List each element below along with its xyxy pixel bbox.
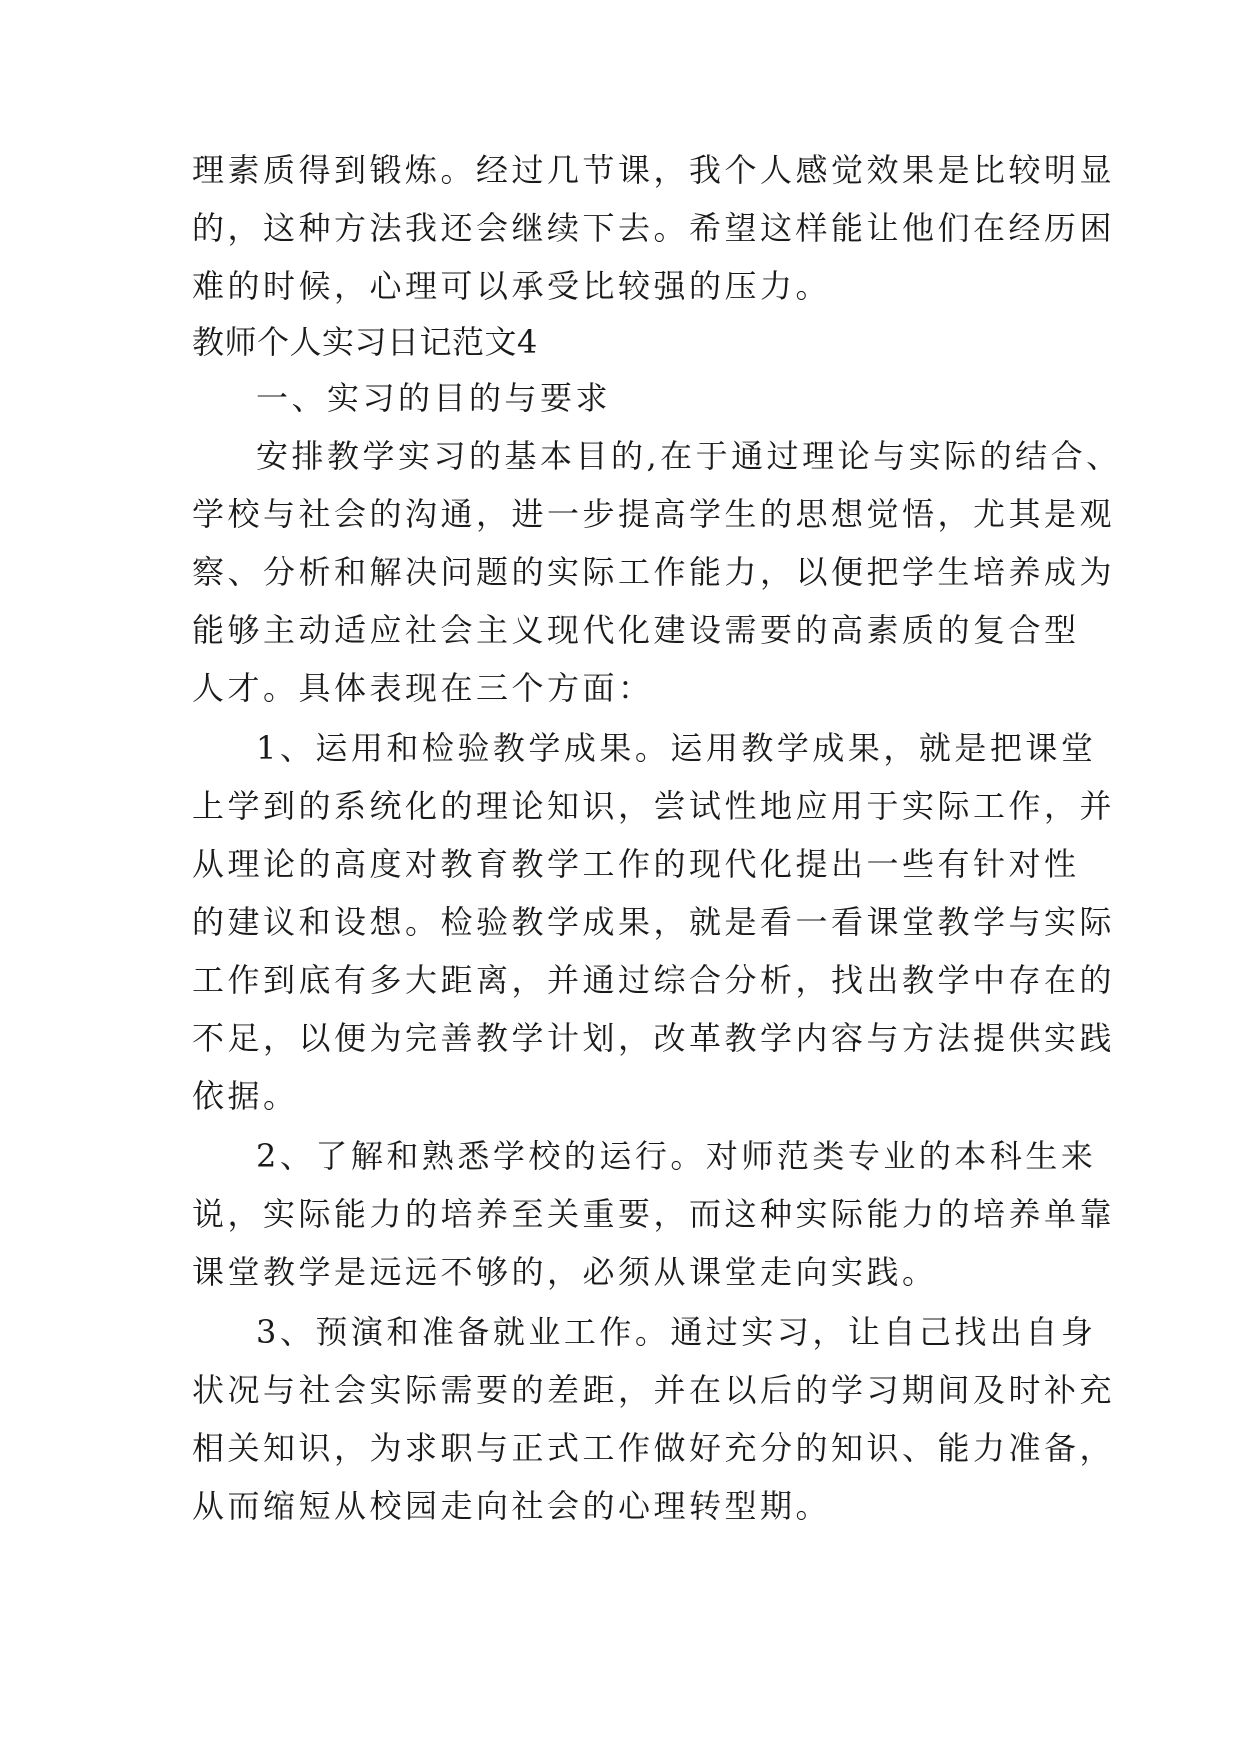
body-text-line: 课堂教学是远远不够的，必须从课堂走向实践。 [192, 1253, 938, 1291]
body-text-line: 2、了解和熟悉学校的运行。对师范类专业的本科生来 [256, 1137, 1097, 1175]
body-text-line: 不足，以便为完善教学计划，改革教学内容与方法提供实践 [192, 1019, 1116, 1057]
body-text-line: 相关知识，为求职与正式工作做好充分的知识、能力准备， [192, 1429, 1116, 1467]
subsection-heading: 一、实习的目的与要求 [256, 379, 612, 417]
body-text-line: 难的时候，心理可以承受比较强的压力。 [192, 267, 832, 305]
body-text-line: 状况与社会实际需要的差距，并在以后的学习期间及时补充 [192, 1371, 1116, 1409]
body-text-line: 人才。具体表现在三个方面： [192, 669, 654, 707]
body-text-line: 从而缩短从校园走向社会的心理转型期。 [192, 1487, 832, 1525]
body-text-line: 工作到底有多大距离，并通过综合分析，找出教学中存在的 [192, 961, 1116, 999]
body-text-line: 察、分析和解决问题的实际工作能力，以便把学生培养成为 [192, 553, 1116, 591]
body-text-line: 依据。 [192, 1077, 299, 1115]
body-text-line: 能够主动适应社会主义现代化建设需要的高素质的复合型 [192, 611, 1080, 649]
body-text-line: 3、预演和准备就业工作。通过实习，让自己找出自身 [256, 1313, 1097, 1351]
body-text-line: 上学到的系统化的理论知识，尝试性地应用于实际工作，并 [192, 787, 1116, 825]
body-text-line: 说，实际能力的培养至关重要，而这种实际能力的培养单靠 [192, 1195, 1116, 1233]
body-text-line: 的建议和设想。检验教学成果，就是看一看课堂教学与实际 [192, 903, 1116, 941]
body-text-line: 的，这种方法我还会继续下去。希望这样能让他们在经历困 [192, 209, 1116, 247]
body-text-line: 安排教学实习的基本目的,在于通过理论与实际的结合、 [256, 437, 1122, 475]
body-text-line: 学校与社会的沟通，进一步提高学生的思想觉悟，尤其是观 [192, 495, 1116, 533]
body-text-line: 理素质得到锻炼。经过几节课，我个人感觉效果是比较明显 [192, 151, 1116, 189]
body-text-line: 从理论的高度对教育教学工作的现代化提出一些有针对性 [192, 845, 1080, 883]
section-title: 教师个人实习日记范文4 [192, 323, 538, 361]
body-text-line: 1、运用和检验教学成果。运用教学成果，就是把课堂 [256, 729, 1097, 767]
